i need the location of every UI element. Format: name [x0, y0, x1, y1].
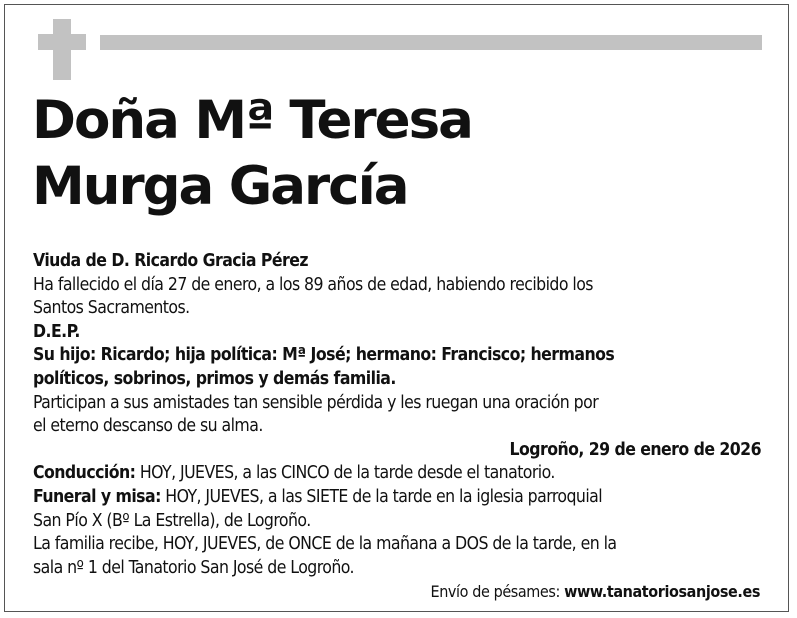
rest-in-peace: D.E.P. [33, 321, 80, 342]
request-line-2: el eterno descanso de su alma. [33, 416, 263, 437]
condolences-website-link[interactable]: www.tanatoriosanjose.es [564, 582, 760, 601]
widow-of: Viuda de D. Ricardo Gracia Pérez [33, 251, 308, 271]
place-date: Logroño, 29 de enero de 2026 [509, 439, 761, 460]
funeral-label: Funeral y misa: [33, 486, 161, 507]
family-line-2: políticos, sobrinos, primos y demás familia. [33, 368, 396, 389]
passing-line-1: Ha fallecido el día 27 de enero, a los 89 años de edad, habiendo recibido los [33, 274, 593, 295]
passing-line-2: Santos Sacramentos. [33, 298, 190, 319]
procession-line [33, 462, 761, 486]
family-line-1: Su hijo: Ricardo; hija política: Mª José; hermano: Francisco; hermanos [33, 345, 615, 366]
request-line-1: Participan a sus amistades tan sensible pérdida y les ruegan una oración por [33, 392, 599, 413]
notice-body [33, 250, 761, 580]
procession-text: HOY, JUEVES, a las CINCO de la tarde desde el tanatorio. [135, 463, 555, 484]
deceased-name-line-1: Doña Mª Teresa [32, 90, 472, 151]
deceased-name [32, 88, 472, 220]
reception-line-1: La familia recibe, HOY, JUEVES, de ONCE de la mañana a DOS de la tarde, en la [33, 534, 617, 555]
funeral-line-1 [33, 486, 761, 510]
deceased-name-line-2: Murga García [32, 156, 408, 217]
funeral-line-2: San Pío X (Bº La Estrella), de Logroño. [33, 510, 311, 531]
cross-icon-horizontal [38, 34, 86, 50]
funeral-text-1: HOY, JUEVES, a las SIETE de la tarde en la iglesia parroquial [160, 486, 603, 507]
condolences-footer [431, 581, 761, 603]
condolences-label: Envío de pésames: [430, 582, 565, 601]
reception-line-2: sala nº 1 del Tanatorio San José de Logroño. [33, 557, 354, 578]
header-bar [100, 35, 762, 50]
procession-label: Conducción: [33, 463, 136, 484]
